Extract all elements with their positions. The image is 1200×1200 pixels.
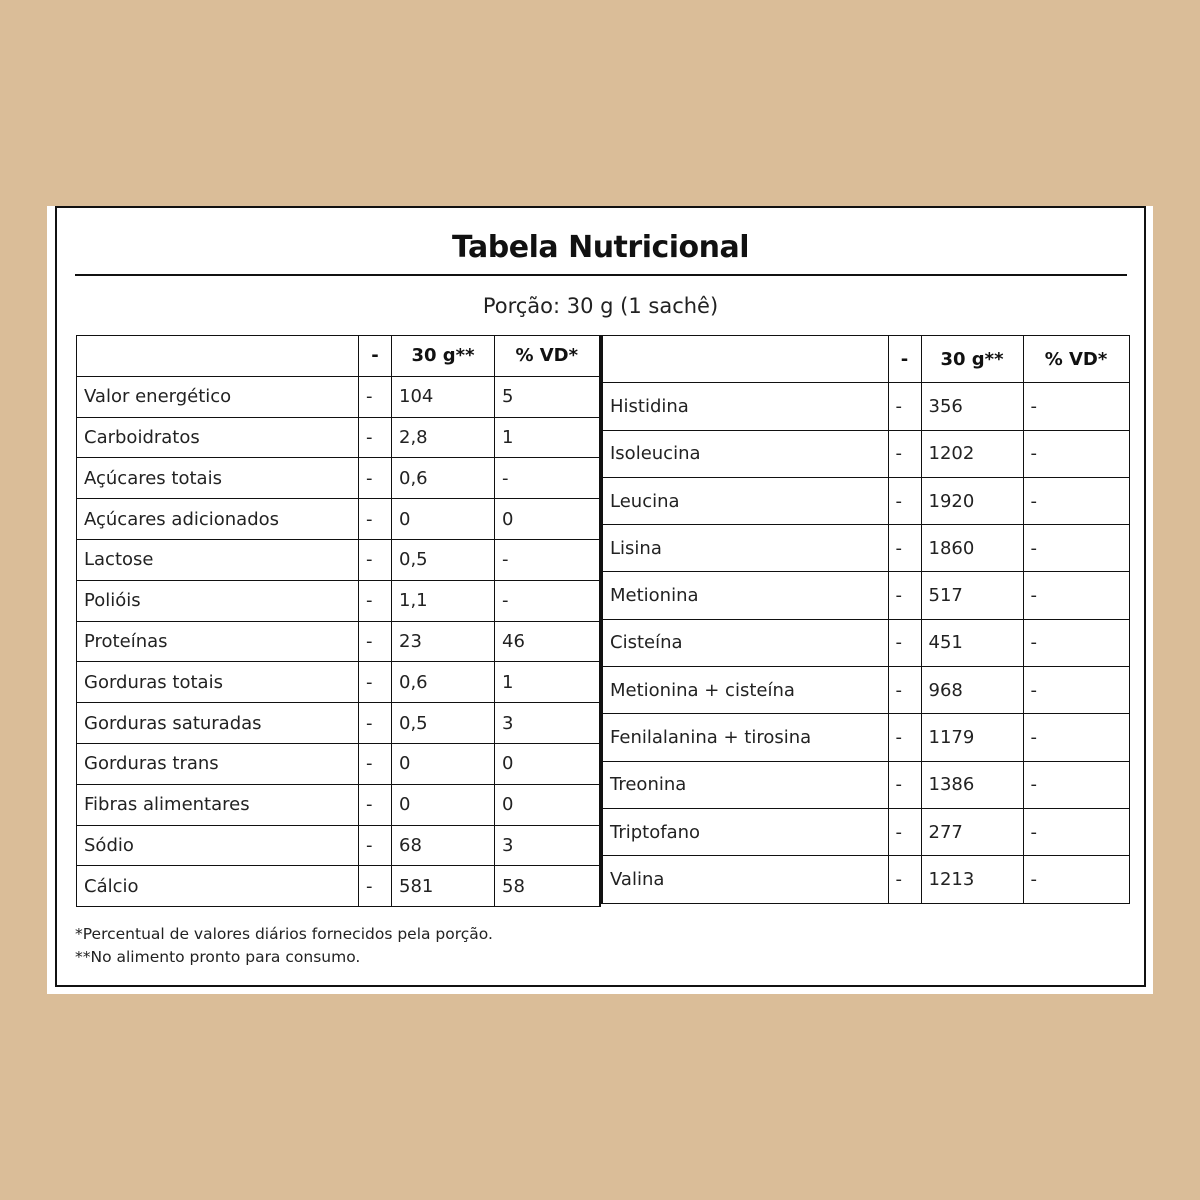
header-name — [602, 336, 888, 383]
cell-name: Sódio — [77, 825, 359, 866]
cell-dash: - — [359, 458, 392, 499]
cell-name: Gorduras totais — [77, 662, 359, 703]
table-row — [602, 808, 1129, 855]
cell-dv: - — [1023, 714, 1129, 761]
table-title: Tabela Nutricional — [451, 230, 750, 265]
cell-dash: - — [888, 572, 921, 619]
portion-size: Porção: 30 g (1 sachê) — [482, 294, 719, 318]
cell-dv: 0 — [495, 499, 600, 540]
cell-dv: - — [495, 539, 600, 580]
table-row — [602, 572, 1129, 619]
table-row — [77, 662, 600, 703]
cell-name: Carboidratos — [77, 417, 359, 458]
header-dv: % VD* — [495, 336, 600, 377]
cell-dv: 1 — [495, 417, 600, 458]
cell-dash: - — [359, 662, 392, 703]
table-row — [77, 743, 600, 784]
cell-name: Valina — [602, 856, 888, 903]
cell-name: Cisteína — [602, 619, 888, 666]
table-row — [77, 376, 600, 417]
cell-amount: 0 — [392, 784, 495, 825]
cell-dv: 1 — [495, 662, 600, 703]
cell-name: Fibras alimentares — [77, 784, 359, 825]
cell-dash: - — [359, 417, 392, 458]
cell-amount: 0 — [392, 499, 495, 540]
cell-name: Histidina — [602, 383, 888, 430]
cell-name: Triptofano — [602, 808, 888, 855]
label-panel — [47, 206, 1153, 994]
cell-dash: - — [359, 743, 392, 784]
table-header-row — [602, 336, 1129, 383]
cell-name: Isoleucina — [602, 430, 888, 477]
cell-dash: - — [359, 580, 392, 621]
cell-dash: - — [359, 703, 392, 744]
cell-dash: - — [888, 430, 921, 477]
cell-amount: 451 — [921, 619, 1023, 666]
cell-dv: 3 — [495, 825, 600, 866]
cell-amount: 23 — [392, 621, 495, 662]
cell-amount: 0,5 — [392, 703, 495, 744]
cell-name: Polióis — [77, 580, 359, 621]
cell-dv: - — [1023, 525, 1129, 572]
cell-dv: - — [1023, 430, 1129, 477]
table-row — [602, 525, 1129, 572]
cell-dv: - — [1023, 667, 1129, 714]
cell-dv: - — [1023, 619, 1129, 666]
cell-dash: - — [359, 866, 392, 907]
cell-dash: - — [359, 825, 392, 866]
table-row — [77, 703, 600, 744]
cell-amount: 1920 — [921, 477, 1023, 524]
cell-dv: - — [1023, 572, 1129, 619]
table-row — [602, 430, 1129, 477]
header-name — [77, 336, 359, 377]
cell-name: Açúcares adicionados — [77, 499, 359, 540]
cell-name: Açúcares totais — [77, 458, 359, 499]
cell-amount: 0,5 — [392, 539, 495, 580]
title-divider — [75, 274, 1127, 276]
header-dash: - — [359, 336, 392, 377]
table-row — [77, 539, 600, 580]
table-row — [77, 866, 600, 907]
cell-dv: - — [1023, 856, 1129, 903]
cell-dv: - — [1023, 477, 1129, 524]
header-amount: 30 g** — [921, 336, 1023, 383]
cell-dv: - — [495, 458, 600, 499]
cell-amount: 356 — [921, 383, 1023, 430]
cell-amount: 68 — [392, 825, 495, 866]
table-row — [602, 477, 1129, 524]
cell-dv: - — [495, 580, 600, 621]
cell-dash: - — [888, 383, 921, 430]
cell-amount: 0,6 — [392, 662, 495, 703]
cell-amount: 968 — [921, 667, 1023, 714]
footnotes — [75, 923, 493, 969]
cell-dash: - — [888, 761, 921, 808]
cell-dv: - — [1023, 383, 1129, 430]
cell-dash: - — [359, 499, 392, 540]
cell-dash: - — [359, 621, 392, 662]
cell-dash: - — [359, 784, 392, 825]
cell-dash: - — [888, 525, 921, 572]
cell-amount: 1202 — [921, 430, 1023, 477]
cell-name: Cálcio — [77, 866, 359, 907]
footnote-ready-to-eat: **No alimento pronto para consumo. — [75, 948, 361, 966]
table-header-row — [77, 336, 600, 377]
cell-amount: 0 — [392, 743, 495, 784]
table-row — [77, 417, 600, 458]
cell-name: Proteínas — [77, 621, 359, 662]
cell-dv: - — [1023, 761, 1129, 808]
cell-amount: 517 — [921, 572, 1023, 619]
header-amount: 30 g** — [392, 336, 495, 377]
cell-amount: 277 — [921, 808, 1023, 855]
cell-amount: 1386 — [921, 761, 1023, 808]
cell-dash: - — [888, 856, 921, 903]
cell-name: Gorduras saturadas — [77, 703, 359, 744]
cell-amount: 1179 — [921, 714, 1023, 761]
cell-amount: 1213 — [921, 856, 1023, 903]
cell-dash: - — [359, 539, 392, 580]
amino-acids-table — [601, 335, 1130, 904]
cell-dv: 46 — [495, 621, 600, 662]
cell-dv: 3 — [495, 703, 600, 744]
nutrition-table-frame — [55, 206, 1146, 987]
cell-dv: 58 — [495, 866, 600, 907]
cell-dash: - — [888, 808, 921, 855]
cell-name: Fenilalanina + tirosina — [602, 714, 888, 761]
cell-name: Lisina — [602, 525, 888, 572]
cell-name: Lactose — [77, 539, 359, 580]
header-dv: % VD* — [1023, 336, 1129, 383]
cell-name: Leucina — [602, 477, 888, 524]
table-row — [602, 667, 1129, 714]
cell-name: Metionina + cisteína — [602, 667, 888, 714]
cell-name: Valor energético — [77, 376, 359, 417]
cell-dv: 0 — [495, 784, 600, 825]
cell-dash: - — [359, 376, 392, 417]
cell-dash: - — [888, 667, 921, 714]
cell-dash: - — [888, 714, 921, 761]
cell-dash: - — [888, 619, 921, 666]
table-row — [77, 784, 600, 825]
header-dash: - — [888, 336, 921, 383]
table-row — [602, 383, 1129, 430]
table-row — [602, 856, 1129, 903]
cell-amount: 1860 — [921, 525, 1023, 572]
table-row — [602, 761, 1129, 808]
table-row — [77, 580, 600, 621]
cell-amount: 104 — [392, 376, 495, 417]
table-row — [77, 621, 600, 662]
table-row — [602, 619, 1129, 666]
nutrients-table — [76, 335, 601, 907]
cell-amount: 581 — [392, 866, 495, 907]
cell-dv: - — [1023, 808, 1129, 855]
cell-dv: 5 — [495, 376, 600, 417]
table-row — [77, 499, 600, 540]
cell-name: Metionina — [602, 572, 888, 619]
footnote-daily-values: *Percentual de valores diários fornecidos pela porção. — [75, 925, 493, 943]
cell-amount: 2,8 — [392, 417, 495, 458]
cell-dash: - — [888, 477, 921, 524]
cell-name: Treonina — [602, 761, 888, 808]
table-row — [602, 714, 1129, 761]
cell-name: Gorduras trans — [77, 743, 359, 784]
cell-amount: 0,6 — [392, 458, 495, 499]
table-row — [77, 458, 600, 499]
cell-amount: 1,1 — [392, 580, 495, 621]
table-row — [77, 825, 600, 866]
cell-dv: 0 — [495, 743, 600, 784]
